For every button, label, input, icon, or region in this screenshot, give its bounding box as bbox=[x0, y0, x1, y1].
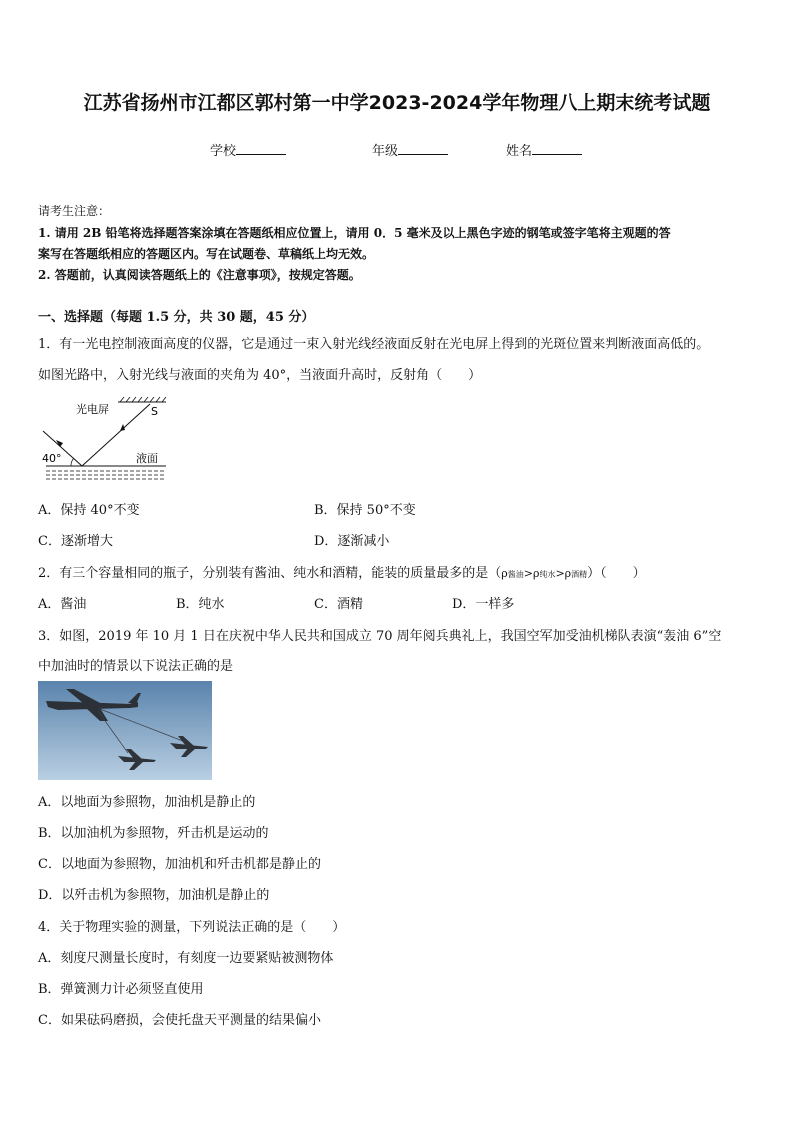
liquid-label: 液面 bbox=[136, 452, 158, 465]
grade-field bbox=[372, 140, 448, 159]
q2-rho-1: ρ bbox=[501, 567, 508, 580]
q4-line-1: 4．关于物理实验的测量，下列说法正确的是（ ） bbox=[38, 920, 346, 935]
q1-option-d[interactable]: D．逐渐减小 bbox=[314, 534, 390, 549]
q2-rho-2: ρ bbox=[532, 567, 540, 580]
notes-heading: 请考生注意： bbox=[38, 204, 111, 218]
refueling-photo bbox=[38, 681, 212, 780]
q2-stem: 2．有三个容量相同的瓶子，分别装有酱油、纯水和酒精，能装的质量最多的是（ bbox=[38, 566, 502, 581]
q2-gt-2: > bbox=[555, 567, 565, 580]
school-field bbox=[210, 140, 286, 159]
screen-hatch bbox=[120, 397, 166, 402]
q3-line-2: 中加油时的情景以下说法正确的是 bbox=[38, 659, 234, 674]
q2-sub-2: 纯水 bbox=[539, 570, 556, 579]
q1-option-b[interactable]: B．保持 50°不变 bbox=[314, 503, 416, 518]
q2-gt-1: > bbox=[523, 567, 533, 580]
name-label: 姓名 bbox=[506, 144, 533, 159]
note-line-1a: 1. 请用 2B 铅笔将选择题答案涂填在答题纸相应位置上，请用 0．5 毫米及以上黑色字迹的钢笔或签字笔将主观题的答 bbox=[38, 226, 671, 240]
q4-option-c[interactable]: C．如果砝码磨损，会使托盘天平测量的结果偏小 bbox=[38, 1013, 321, 1028]
q2-rho-3: ρ bbox=[564, 567, 572, 580]
section-heading: 一、选择题（每题 1.5 分，共 30 题，45 分） bbox=[38, 310, 315, 325]
q1-option-c[interactable]: C．逐渐增大 bbox=[38, 534, 113, 549]
q2-option-d[interactable]: D．一样多 bbox=[452, 597, 515, 612]
q3-option-c[interactable]: C．以地面为参照物，加油机和歼击机都是静止的 bbox=[38, 857, 321, 872]
page-title: 江苏省扬州市江都区郭村第一中学2023-2024学年物理八上期末统考试题 bbox=[83, 92, 711, 114]
q3-option-d[interactable]: D．以歼击机为参照物，加油机是静止的 bbox=[38, 888, 270, 903]
name-blank[interactable] bbox=[532, 142, 582, 155]
s-label: S bbox=[151, 405, 158, 418]
screen-label: 光电屏 bbox=[76, 403, 109, 416]
note-line-1b: 案写在答题纸相应的答题区内。写在试题卷、草稿纸上均无效。 bbox=[38, 247, 375, 261]
light-path-diagram bbox=[38, 394, 178, 486]
q2-end: ）（ ） bbox=[587, 566, 646, 581]
q1-option-a[interactable]: A．保持 40°不变 bbox=[38, 503, 140, 518]
grade-blank[interactable] bbox=[398, 142, 448, 155]
q3-option-a[interactable]: A．以地面为参照物，加油机是静止的 bbox=[38, 795, 256, 810]
angle-label: 40° bbox=[42, 452, 62, 465]
grade-label: 年级 bbox=[372, 144, 399, 159]
angle-arc bbox=[71, 458, 74, 466]
q2-text bbox=[38, 562, 646, 581]
school-label: 学校 bbox=[210, 144, 237, 159]
q4-option-b[interactable]: B．弹簧测力计必须竖直使用 bbox=[38, 982, 204, 997]
q2-option-c[interactable]: C．酒精 bbox=[314, 597, 363, 612]
q2-option-a[interactable]: A．酱油 bbox=[38, 597, 87, 612]
q1-line-1: 1．有一光电控制液面高度的仪器，它是通过一束入射光线经液面反射在光电屏上得到的光斑位置来判断液面高低的。 bbox=[38, 337, 710, 352]
q2-option-b[interactable]: B．纯水 bbox=[176, 597, 225, 612]
name-field bbox=[506, 140, 582, 159]
q2-sub-3: 酒精 bbox=[571, 570, 588, 579]
liquid-hatch bbox=[46, 471, 166, 479]
school-blank[interactable] bbox=[236, 142, 286, 155]
q3-line-1: 3．如图，2019 年 10 月 1 日在庆祝中华人民共和国成立 70 周年阅兵典礼上，我国空军加受油机梯队表演“轰油 6”空 bbox=[38, 629, 722, 644]
q3-option-b[interactable]: B．以加油机为参照物，歼击机是运动的 bbox=[38, 826, 269, 841]
q4-option-a[interactable]: A．刻度尺测量长度时，有刻度一边要紧贴被测物体 bbox=[38, 951, 334, 966]
q1-line-2: 如图光路中，入射光线与液面的夹角为 40°，当液面升高时，反射角（ ） bbox=[38, 368, 482, 383]
note-line-2: 2. 答题前，认真阅读答题纸上的《注意事项》，按规定答题。 bbox=[38, 268, 361, 282]
q2-sub-1: 酱油 bbox=[507, 570, 524, 579]
sky-background bbox=[38, 681, 212, 780]
